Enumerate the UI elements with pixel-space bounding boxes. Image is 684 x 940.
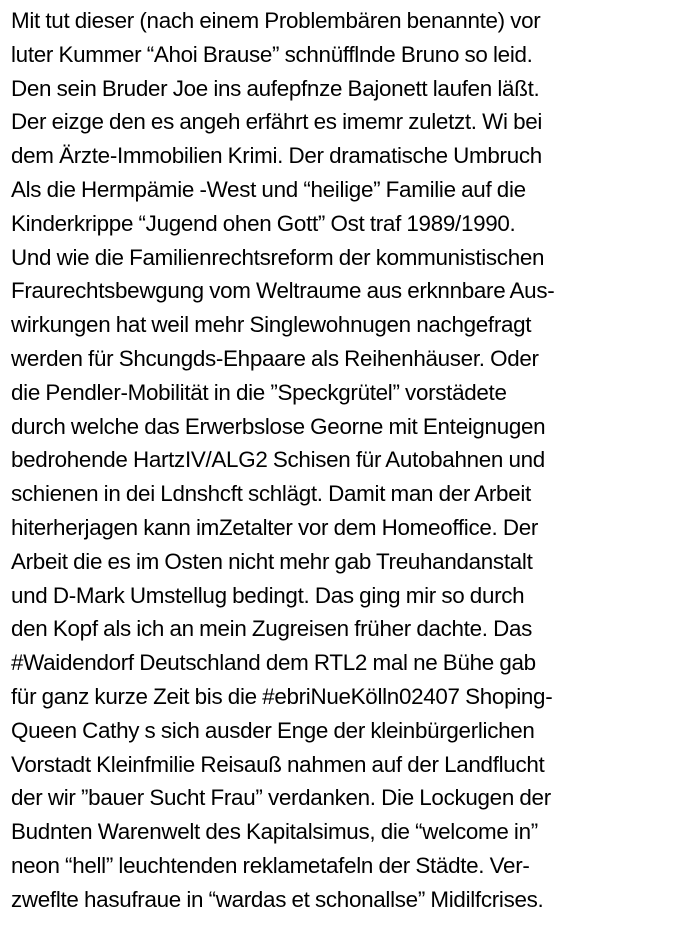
text-line: dem Ärzte-Immobilien Krimi. Der dramatische Umbruch — [11, 143, 542, 169]
text-line: Kinderkrippe “Jugend ohen Gott” Ost traf 1989/1990. — [11, 210, 516, 236]
text-line: der wir ”bauer Sucht Frau” verdanken. Die Lockugen der — [11, 785, 551, 811]
text-line: neon “hell” leuchtenden reklametafeln der Städte. Ver- — [11, 852, 530, 878]
text-line: hiterherjagen kann imZetalter vor dem Homeoffice. Der — [11, 514, 539, 540]
text-line: #Waidendorf Deutschland dem RTL2 mal ne Bühe gab — [11, 650, 536, 676]
text-line: Arbeit die es im Osten nicht mehr gab Treuhandanstalt — [11, 548, 533, 574]
text-line: zweflte hasufraue in “wardas et schonallse” Midilfcrises. — [11, 886, 544, 912]
text-line: schienen in dei Ldnshcft schlägt. Damit man der Arbeit — [11, 481, 531, 507]
text-line: Budnten Warenwelt des Kapitalsimus, die “welcome in” — [11, 819, 538, 845]
text-line: werden für Shcungds-Ehpaare als Reihenhäuser. Oder — [11, 345, 539, 371]
text-line: Fraurechtsbewgung vom Weltraume aus erknnbare Aus- — [11, 278, 555, 304]
text-line: Vorstadt Kleinfmilie Reisauß nahmen auf der Landflucht — [11, 751, 545, 777]
text-line: den Kopf als ich an mein Zugreisen früher dachte. Das — [11, 616, 533, 642]
text-line: die Pendler-Mobilität in die ”Speckgrütel” vorstädete — [11, 379, 507, 405]
text-line: Queen Cathy s sich ausder Enge der kleinbürgerlichen — [11, 717, 535, 743]
text-line: durch welche das Erwerbslose Georne mit Enteignugen — [11, 413, 546, 439]
text-line: Und wie die Familienrechtsreform der kommunistischen — [11, 244, 545, 270]
text-line: Mit tut dieser (nach einem Problembären benannte) vor — [11, 8, 541, 33]
text-line: Den sein Bruder Joe ins aufepfnze Bajonett laufen läßt. — [11, 75, 540, 101]
text-line: für ganz kurze Zeit bis die #ebriNueKölln02407 Shoping- — [11, 683, 553, 709]
text-line: luter Kummer “Ahoi Brause” schnüfflnde Bruno so leid. — [11, 41, 533, 67]
text-line: bedrohende HartzIV/ALG2 Schisen für Autobahnen und — [11, 447, 545, 473]
text-line: Als die Hermpämie -West und “heilige” Familie auf die — [11, 176, 526, 202]
text-line: Der eizge den es angeh erfährt es imemr zuletzt. Wi bei — [11, 109, 543, 135]
body-text — [11, 4, 679, 917]
text-line: und D-Mark Umstellug bedingt. Das ging mir so durch — [11, 582, 525, 608]
text-line: wirkungen hat weil mehr Singlewohnugen nachgefragt — [11, 312, 532, 338]
